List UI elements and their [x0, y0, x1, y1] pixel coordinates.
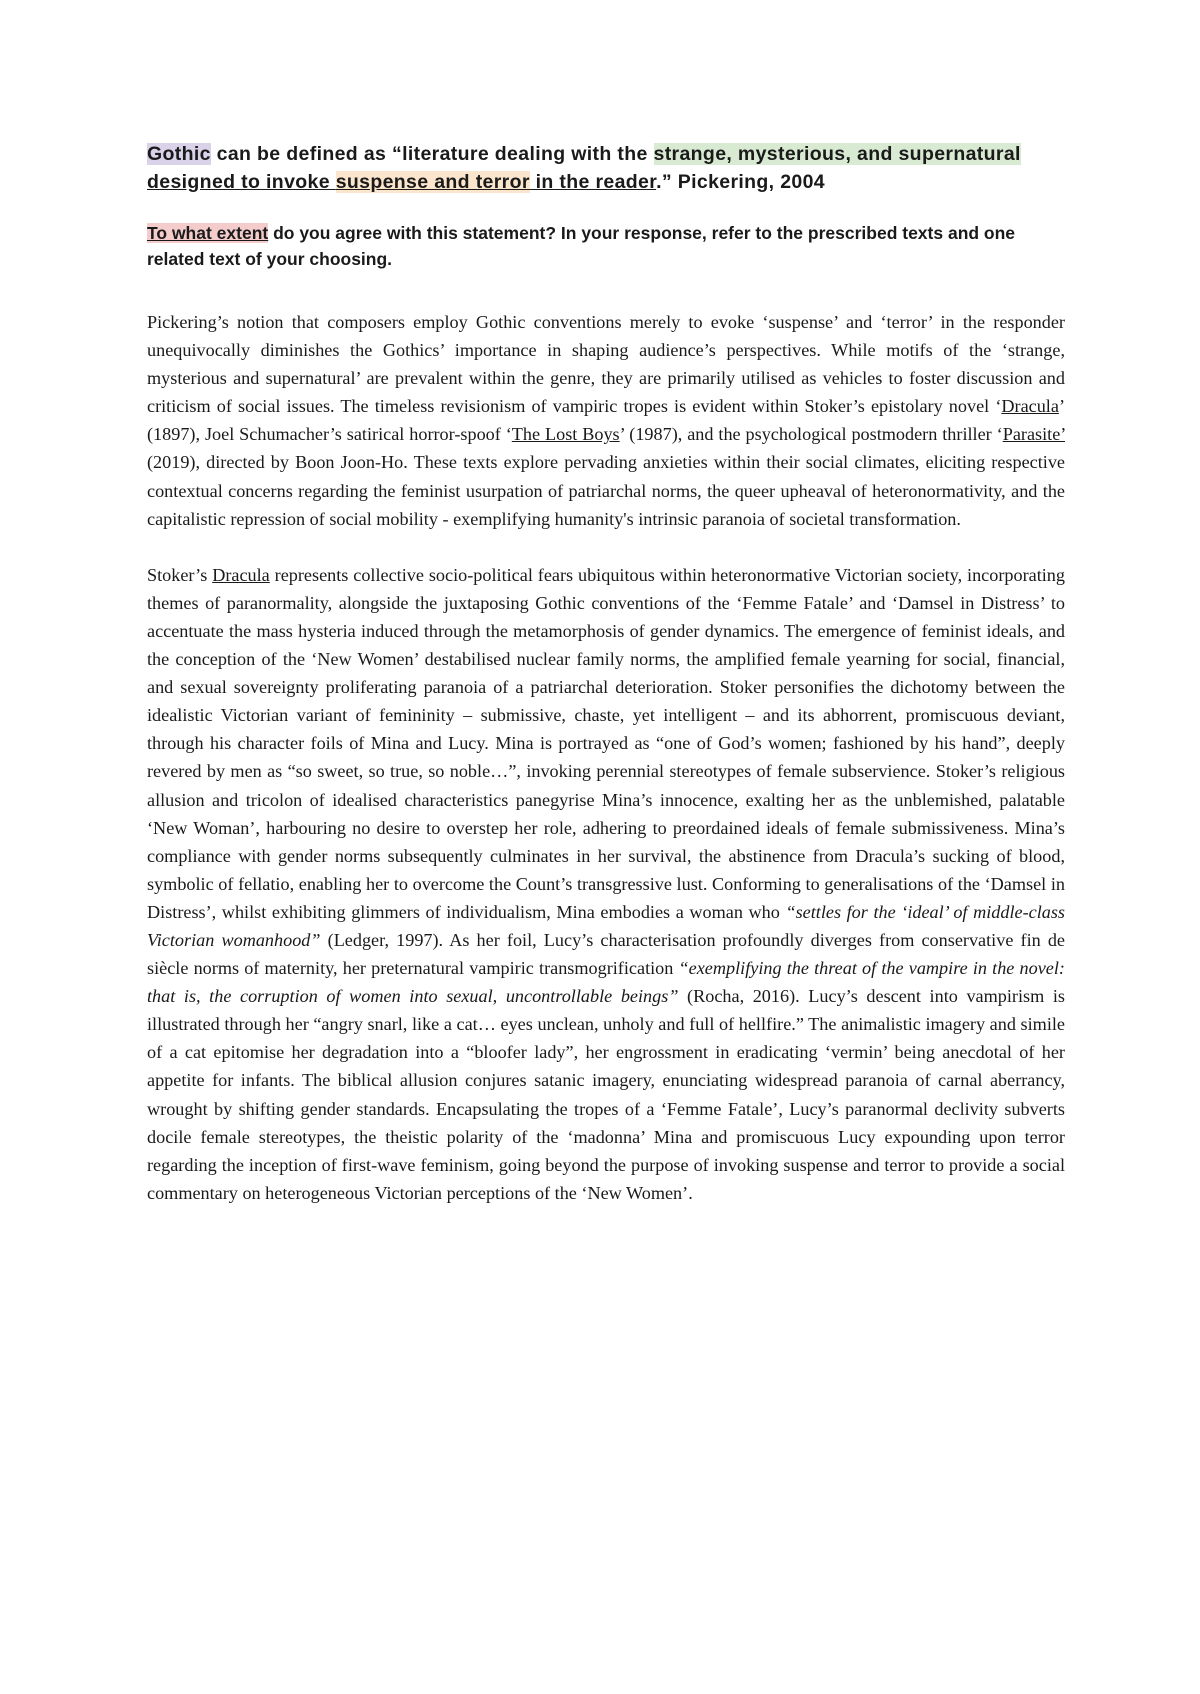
paragraph-text: represents collective socio-political fears ubiquitous within heteronormative Victorian society, incorporating themes of paranormality, alongside the juxtaposing Gothic conventions of the ‘Femme Fatale’ and ‘Damsel in Distress’ to accentuate the mass hysteria induced through the metamorphosis of gender dynamics. The emergence of feminist ideals, and the conception of the ‘New Women’ destabilised nuclear family norms, the amplified female yearning for social, financial, and sexual sovereignty proliferating paranoia of a patriarchal deterioration. Stoker personifies the dichotomy between the idealistic Victorian variant of femininity – submissive, chaste, yet intelligent – and its abhorrent, promiscuous deviant, through his character foils of Mina and Lucy. Mina is portrayed as “one of God’s women; fashioned by his hand”, deeply revered by men as “so sweet, so true, so noble…”, invoking perennial stereotypes of female subservience. Stoker’s religious allusion and tricolon of idealised characteristics panegyrise Mina’s innocence, exalting her as the unblemished, palatable ‘New Woman’, harbouring no desire to overstep her role, adhering to preordained ideals of female submissiveness. Mina’s compliance with gender norms subsequently culminates in her survival, the abstinence from Dracula’s sucking of blood, symbolic of fellatio, enabling her to overcome the Count’s transgressive lust. Conforming to generalisations of the ‘Damsel in Distress’, whilst exhibiting glimmers of individualism, Mina embodies a woman who [147, 564, 1065, 922]
paragraph-text: Pickering’s notion that composers employ Gothic conventions merely to evoke ‘suspense’ and ‘terror’ in the responder unequivocally diminishes the Gothics’ importance in shaping audience’s perspectives. While motifs of the ‘strange, mysterious and supernatural’ are prevalent within the genre, they are primarily utilised as vehicles to foster discussion and criticism of social issues. The timeless revisionism of vampiric tropes is evident within Stoker’s epistolary novel ‘ [147, 312, 1065, 417]
prompt-text: can be defined as “literature dealing with the [210, 143, 654, 165]
prompt-citation: .” Pickering, 2004 [656, 171, 825, 193]
title-parasite: Parasite’ [1002, 424, 1065, 445]
essay-body [147, 308, 1065, 1235]
paragraph-text: (2019), directed by Boon Joon-Ho. These texts explore pervading anxieties within their social climates, eliciting respective contextual concerns regarding the feminist usurpation of patriarchal norms, the queer upheaval of heteronormativity, and the capitalistic repression of social mobility - exemplifying humanity's intrinsic paranoia of societal transformation. [147, 452, 1065, 529]
highlight-to-what-extent: To what extent [147, 223, 269, 243]
paragraph-text: ’ (1897), Joel Schumacher’s satirical horror-spoof ‘ [147, 396, 1065, 445]
paragraph-text: ’ (1987), and the psychological postmodern thriller ‘ [619, 424, 1003, 445]
paragraph-text: (Ledger, 1997). As her foil, Lucy’s characterisation profoundly diverges from conservative fin de siècle norms of maternity, her preternatural vampiric transmogrification [147, 929, 1065, 979]
highlight-suspense-terror: suspense and terror [335, 171, 530, 193]
title-dracula: Dracula [1001, 396, 1059, 417]
quote-rocha: “exemplifying the threat of the vampire in the novel: that is, the corruption of women into sexual, uncontrollable beings” [147, 958, 1065, 1007]
highlight-strange-mysterious: strange, mysterious, and supernatural [653, 143, 1021, 165]
paragraph-text: Stoker’s [147, 564, 213, 585]
paragraph-dracula [147, 561, 1065, 1207]
essay-question [147, 220, 1052, 272]
question-text: do you agree with this statement? In your response, refer to the prescribed texts and one related text of your choosing. [147, 223, 1016, 269]
paragraph-introduction [147, 308, 1065, 533]
essay-prompt [147, 140, 1052, 196]
prompt-designed-text: designed to invoke [147, 171, 336, 193]
prompt-underlined-text [147, 171, 656, 193]
prompt-reader-text: in the reader [529, 171, 657, 193]
paragraph-text: (Rocha, 2016). Lucy’s descent into vampirism is illustrated through her “angry snarl, like a cat… eyes unclean, unholy and full of hellfire.” The animalistic imagery and simile of a cat epitomise her degradation into a “bloofer lady”, her engrossment in eradicating ‘vermin’ being anecdotal of her appetite for infants. The biblical allusion conjures satanic imagery, enunciating widespread paranoia of carnal aberrancy, wrought by shifting gender standards. Encapsulating the tropes of a ‘Femme Fatale’, Lucy’s paranormal declivity subverts docile female stereotypes, the theistic polarity of the ‘madonna’ Mina and promiscuous Lucy expounding upon terror regarding the inception of first-wave feminism, going beyond the purpose of invoking suspense and terror to provide a social commentary on heterogeneous Victorian perceptions of the ‘New Women’. [147, 986, 1065, 1203]
quote-ledger: “settles for the ‘ideal’ of middle-class Victorian womanhood” [147, 901, 1065, 950]
title-the-lost-boys: The Lost Boys [511, 424, 620, 445]
title-dracula: Dracula [212, 564, 270, 585]
highlight-gothic: Gothic [147, 143, 211, 165]
